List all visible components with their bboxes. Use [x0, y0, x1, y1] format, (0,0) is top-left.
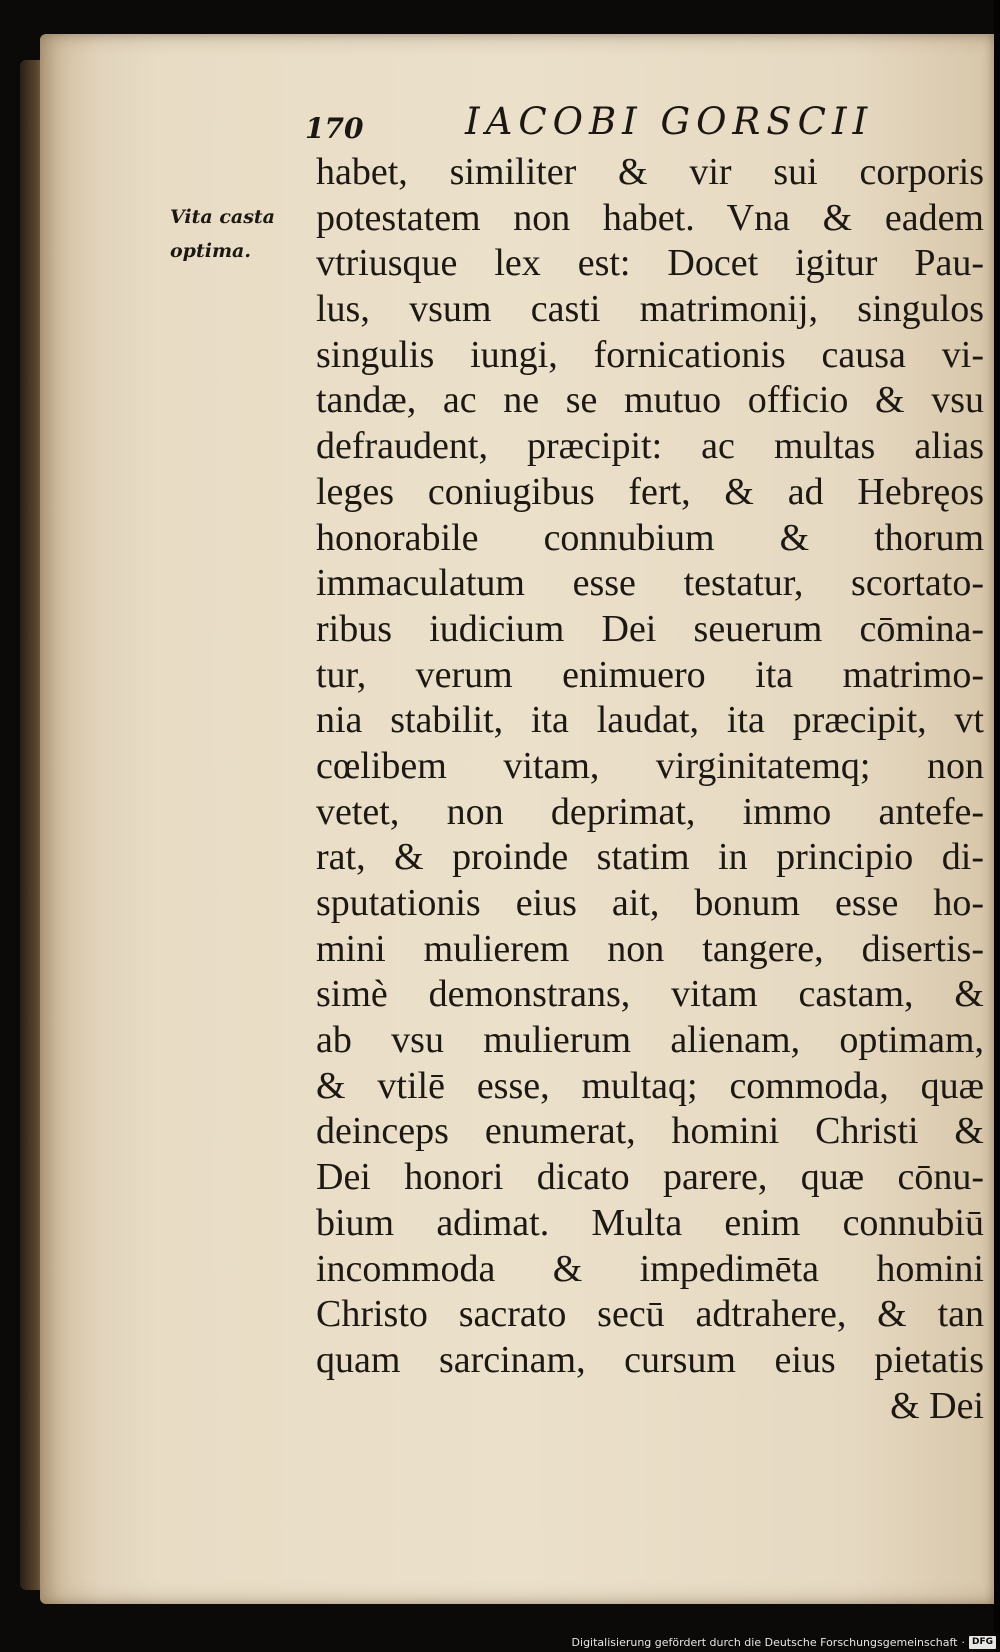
- marginal-note: [170, 200, 290, 268]
- text-line: Dei honori dicato parere, quæ cōnu-: [316, 1156, 984, 1199]
- text-line: nia stabilit, ita laudat, ita præcipit, vt: [316, 699, 984, 742]
- text-line: honorabile connubium & thorum: [316, 516, 984, 559]
- text-line: incommoda & impedimēta homini: [316, 1247, 984, 1290]
- catchword: & Dei: [890, 1384, 984, 1427]
- text-line: Christo sacrato secū adtrahere, & tan: [316, 1293, 984, 1336]
- text-line: ab vsu mulierum alienam, optimam,: [316, 1019, 984, 1062]
- page-header: [305, 100, 905, 150]
- text-line: simè demonstrans, vitam castam, &: [316, 973, 984, 1016]
- footer-credit: [572, 1634, 996, 1650]
- text-line: vtriusque lex est: Docet igitur Pau-: [316, 242, 984, 285]
- text-line: tur, verum enimuero ita matrimo-: [316, 653, 984, 696]
- text-line: quam sarcinam, cursum eius pietatis: [316, 1338, 984, 1381]
- text-line: habet, similiter & vir sui corporis: [316, 151, 984, 193]
- marginal-note-line: Vita casta: [170, 206, 275, 228]
- text-line: defraudent, præcipit: ac multas alias: [316, 425, 984, 468]
- text-line: rat, & proinde statim in principio di-: [316, 836, 984, 879]
- text-line: ribus iudicium Dei seuerum cōmina-: [316, 607, 984, 650]
- text-line: deinceps enumerat, homini Christi &: [316, 1110, 984, 1153]
- text-line: leges coniugibus fert, & ad Hebręos: [316, 470, 984, 513]
- text-line: tandæ, ac ne se mutuo officio & vsu: [316, 379, 984, 422]
- text-line: potestatem non habet. Vna & eadem: [316, 196, 984, 239]
- text-line: mini mulierem non tangere, disertis-: [316, 927, 984, 970]
- text-line: lus, vsum casti matrimonij, singulos: [316, 288, 984, 331]
- text-line: singulis iungi, fornicationis causa vi-: [316, 333, 984, 376]
- dfg-logo: DFG: [969, 1636, 996, 1649]
- page-number: 170: [305, 112, 364, 145]
- body-text: [316, 150, 984, 1429]
- text-line: & vtilē esse, multaq; commoda, quæ: [316, 1064, 984, 1107]
- marginal-note-line: optima.: [170, 240, 251, 262]
- text-line: cœlibem vitam, virginitatemq; non: [316, 744, 984, 787]
- footer-text: Digitalisierung gefördert durch die Deutsche Forschungsgemeinschaft: [571, 1635, 958, 1649]
- scan-border: [994, 0, 1000, 1652]
- footer-separator: ·: [961, 1635, 965, 1649]
- text-line: vetet, non deprimat, immo antefe-: [316, 790, 984, 833]
- text-line: bium adimat. Multa enim connubiū: [316, 1201, 984, 1244]
- text-line: immaculatum esse testatur, scortato-: [316, 562, 984, 605]
- text-line: sputationis eius ait, bonum esse ho-: [316, 882, 984, 924]
- running-head: IACOBI GORSCII: [465, 100, 874, 143]
